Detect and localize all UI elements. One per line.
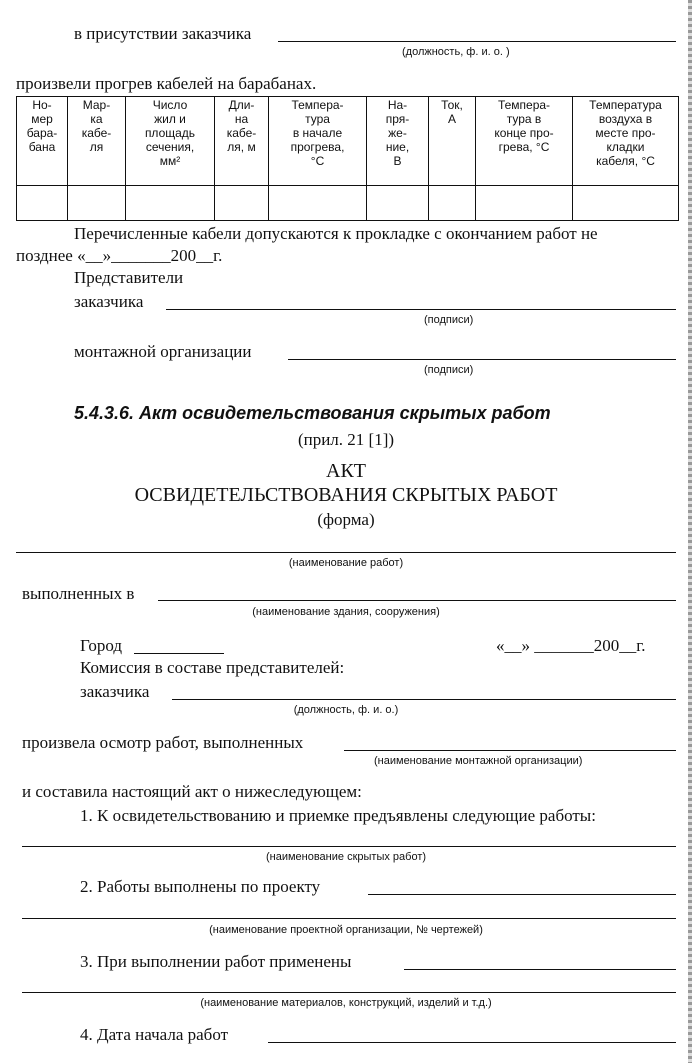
materials-field-1[interactable] xyxy=(404,969,676,970)
table-cell[interactable] xyxy=(215,186,269,221)
commission-label: Комиссия в составе представителей: xyxy=(80,658,345,677)
building-caption: (наименование здания, сооружения) xyxy=(252,606,440,618)
design-field-1[interactable] xyxy=(368,894,676,895)
materials-caption: (наименование материалов, конструкций, изделий и т.д.) xyxy=(200,997,492,1009)
hidden-works-caption: (наименование скрытых работ) xyxy=(265,851,427,863)
act-customer-field[interactable] xyxy=(172,699,676,700)
signatures-caption-1: (подписи) xyxy=(424,314,474,326)
table-cell[interactable] xyxy=(429,186,476,221)
header-cable-brand: Мар- ка кабе- ля xyxy=(68,97,126,186)
item-1: 1. К освидетельствованию и приемке предъявлены следующие работы: xyxy=(80,806,596,825)
table-header-row xyxy=(17,97,679,186)
section-heading: 5.4.3.6. Акт освидетельствования скрытых работ xyxy=(74,403,551,423)
building-field[interactable] xyxy=(158,600,676,601)
permit-installer-signature-field[interactable] xyxy=(288,359,676,360)
presence-label: в присутствии заказчика xyxy=(74,24,252,43)
hidden-works-field[interactable] xyxy=(22,846,676,847)
presence-field[interactable] xyxy=(278,41,676,42)
header-end-temperature: Темпера- тура в конце про- грева, °С xyxy=(476,97,573,186)
signatures-caption-2: (подписи) xyxy=(424,364,474,376)
act-title-2: ОСВИДЕТЕЛЬСТВОВАНИЯ СКРЫТЫХ РАБОТ xyxy=(134,484,558,506)
appendix-ref: (прил. 21 [1]) xyxy=(297,430,395,449)
act-customer-label: заказчика xyxy=(80,682,150,701)
item-4: 4. Дата начала работ xyxy=(80,1025,229,1044)
form-label: (форма) xyxy=(317,510,375,529)
header-start-temperature: Темпера- тура в начале прогрева, °С xyxy=(269,97,367,186)
work-name-caption: (наименование работ) xyxy=(288,557,404,569)
presence-caption: (должность, ф. и. о. ) xyxy=(402,46,510,58)
table-cell[interactable] xyxy=(367,186,429,221)
installer-caption: (наименование монтажной организации) xyxy=(374,755,583,767)
design-org-caption: (наименование проектной организации, № чертежей) xyxy=(209,924,483,936)
act-title-1: АКТ xyxy=(326,460,366,482)
header-current: Ток, А xyxy=(429,97,476,186)
table-cell[interactable] xyxy=(17,186,68,221)
header-cable-length: Дли- на кабе- ля, м xyxy=(215,97,269,186)
installer-org-field[interactable] xyxy=(344,750,676,751)
representatives-label: Представители xyxy=(74,268,184,287)
header-air-temperature: Температура воздуха в месте про- кладки кабеля, °С xyxy=(573,97,679,186)
design-field-2[interactable] xyxy=(22,918,676,919)
permit-installer-label: монтажной организации xyxy=(74,342,252,361)
item-3: 3. При выполнении работ применены xyxy=(80,952,352,971)
table-cell[interactable] xyxy=(68,186,126,221)
table-row xyxy=(17,186,679,221)
permit-line-1: Перечисленные кабели допускаются к прокладке с окончанием работ не xyxy=(74,224,598,243)
table-cell[interactable] xyxy=(573,186,679,221)
header-cores-section: Число жил и площадь сечения, мм² xyxy=(126,97,215,186)
city-field[interactable] xyxy=(134,653,224,654)
table-cell[interactable] xyxy=(269,186,367,221)
heating-line: произвели прогрев кабелей на барабанах. xyxy=(16,74,317,93)
permit-customer-signature-field[interactable] xyxy=(166,309,676,310)
table-cell[interactable] xyxy=(126,186,215,221)
start-date-field[interactable] xyxy=(268,1042,676,1043)
permit-customer-label: заказчика xyxy=(74,292,144,311)
customer-caption: (должность, ф. и. о.) xyxy=(293,704,399,716)
act-date: «__» _______200__г. xyxy=(496,636,646,655)
materials-field-2[interactable] xyxy=(22,992,676,993)
work-name-field[interactable] xyxy=(16,552,676,553)
header-voltage: На- пря- же- ние, В xyxy=(367,97,429,186)
inspection-label: произвела осмотр работ, выполненных xyxy=(22,733,304,752)
item-2: 2. Работы выполнены по проекту xyxy=(80,877,321,896)
table-cell[interactable] xyxy=(476,186,573,221)
city-label: Город xyxy=(80,636,122,655)
compiled-label: и составила настоящий акт о нижеследующем: xyxy=(22,782,362,801)
page-edge xyxy=(688,0,692,1063)
performed-in-label: выполненных в xyxy=(22,584,135,603)
header-drum-number: Но- мер бара- бана xyxy=(17,97,68,186)
cable-heating-table xyxy=(16,96,679,221)
permit-line-2: позднее «__»_______200__г. xyxy=(16,246,223,265)
